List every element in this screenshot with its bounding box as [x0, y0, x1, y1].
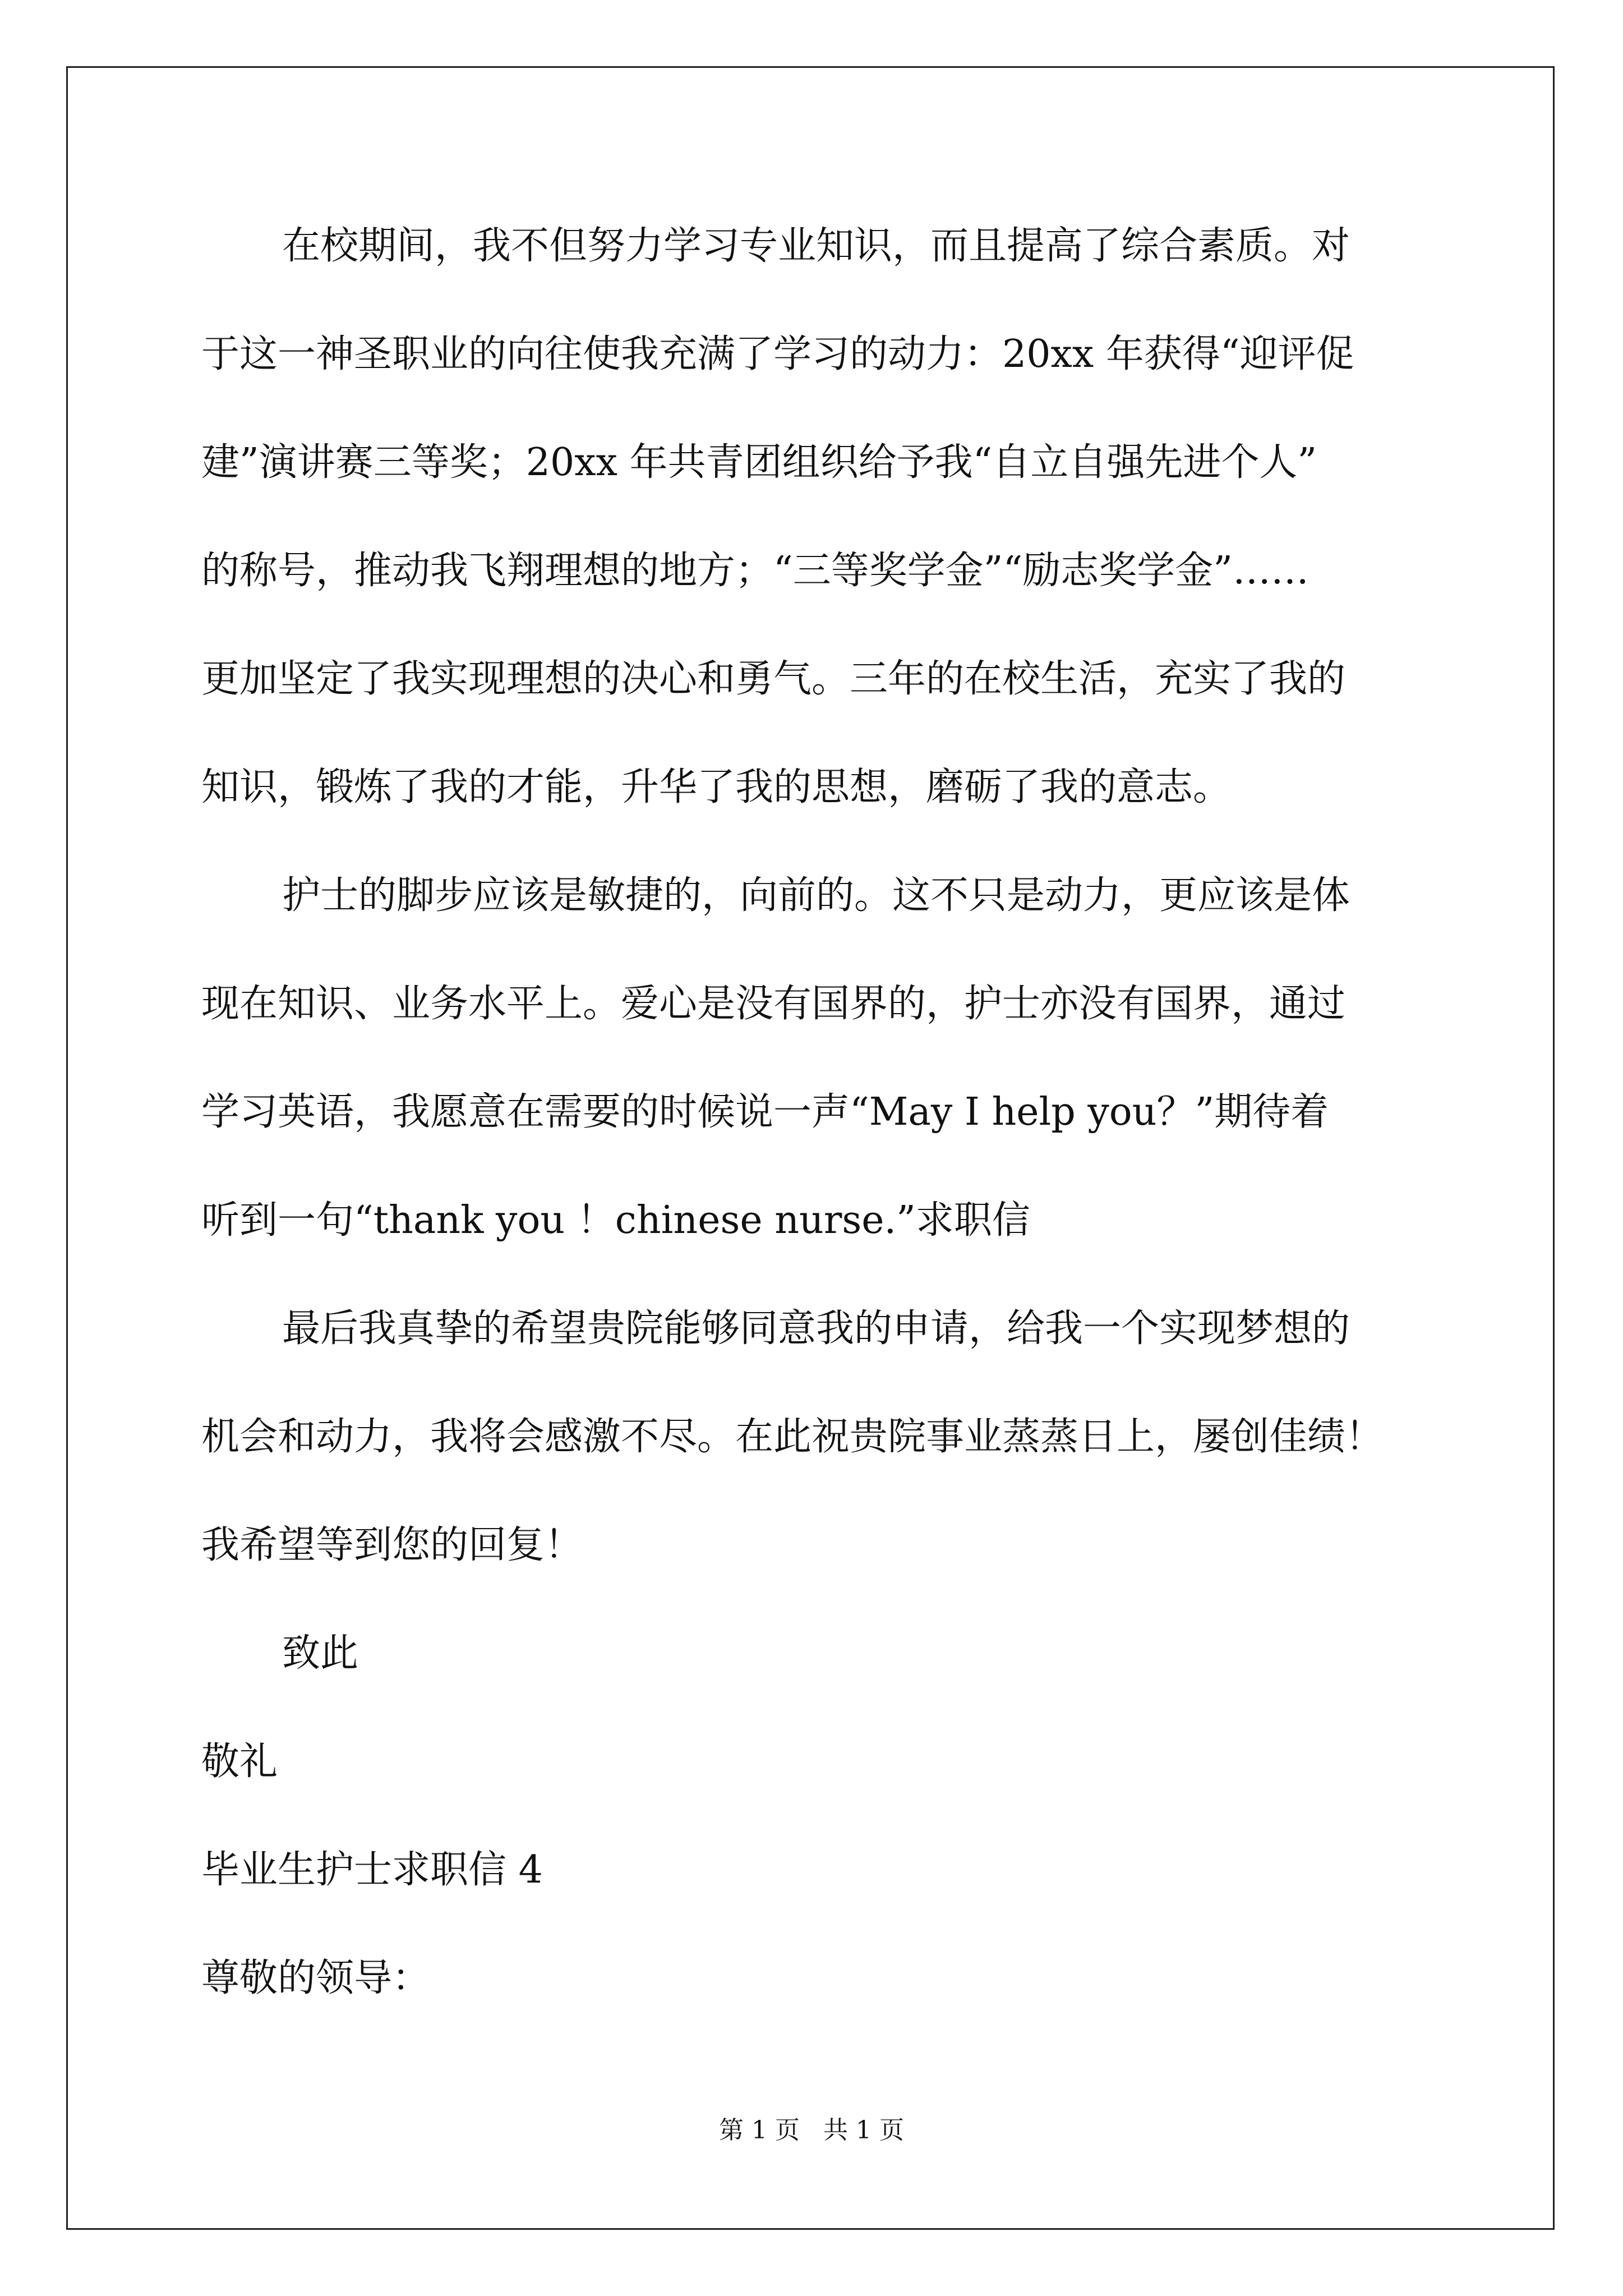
closing-phrase: 致此: [282, 1631, 359, 1676]
document-body: [201, 219, 1435, 2006]
paragraph-line: 更加坚定了我实现理想的决心和勇气。三年的在校生活，充实了我的: [201, 657, 1346, 701]
paragraph-line: 于这一神圣职业的向往使我充满了学习的动力：20xx 年获得“迎评促: [201, 332, 1354, 376]
paragraph-line: 最后我真挚的希望贵院能够同意我的申请，给我一个实现梦想的: [282, 1306, 1350, 1351]
paragraph-line: 的称号，推动我飞翔理想的地方；“三等奖学金”“励志奖学金”……: [201, 549, 1310, 593]
salutation-closing: 敬礼: [201, 1740, 278, 1784]
page-number: 第 1 页 共 1 页: [719, 2116, 904, 2145]
paragraph-line: 知识，锻炼了我的才能，升华了我的思想，磨砺了我的意志。: [201, 765, 1232, 809]
paragraph-line: 现在知识、业务水平上。爱心是没有国界的，护士亦没有国界，通过: [201, 982, 1346, 1026]
section-title: 毕业生护士求职信 4: [201, 1848, 543, 1892]
paragraph-line: 机会和动力，我将会感激不尽。在此祝贵院事业蒸蒸日上，屡创佳绩！: [201, 1415, 1384, 1459]
paragraph-line: 在校期间，我不但努力学习专业知识，而且提高了综合素质。对: [282, 224, 1350, 268]
paragraph-line: 建”演讲赛三等奖；20xx 年共青团组织给予我“自立自强先进个人”: [201, 440, 1317, 485]
paragraph-line: 学习英语，我愿意在需要的时候说一声“May I help you？”期待着: [201, 1090, 1329, 1134]
greeting: 尊敬的领导：: [201, 1956, 431, 2000]
paragraph-line: 我希望等到您的回复！: [201, 1523, 583, 1567]
paragraph-line: 听到一句“thank you ！chinese nurse.”求职信: [201, 1198, 1030, 1243]
paragraph-line: 护士的脚步应该是敏捷的，向前的。这不只是动力，更应该是体: [282, 873, 1350, 918]
